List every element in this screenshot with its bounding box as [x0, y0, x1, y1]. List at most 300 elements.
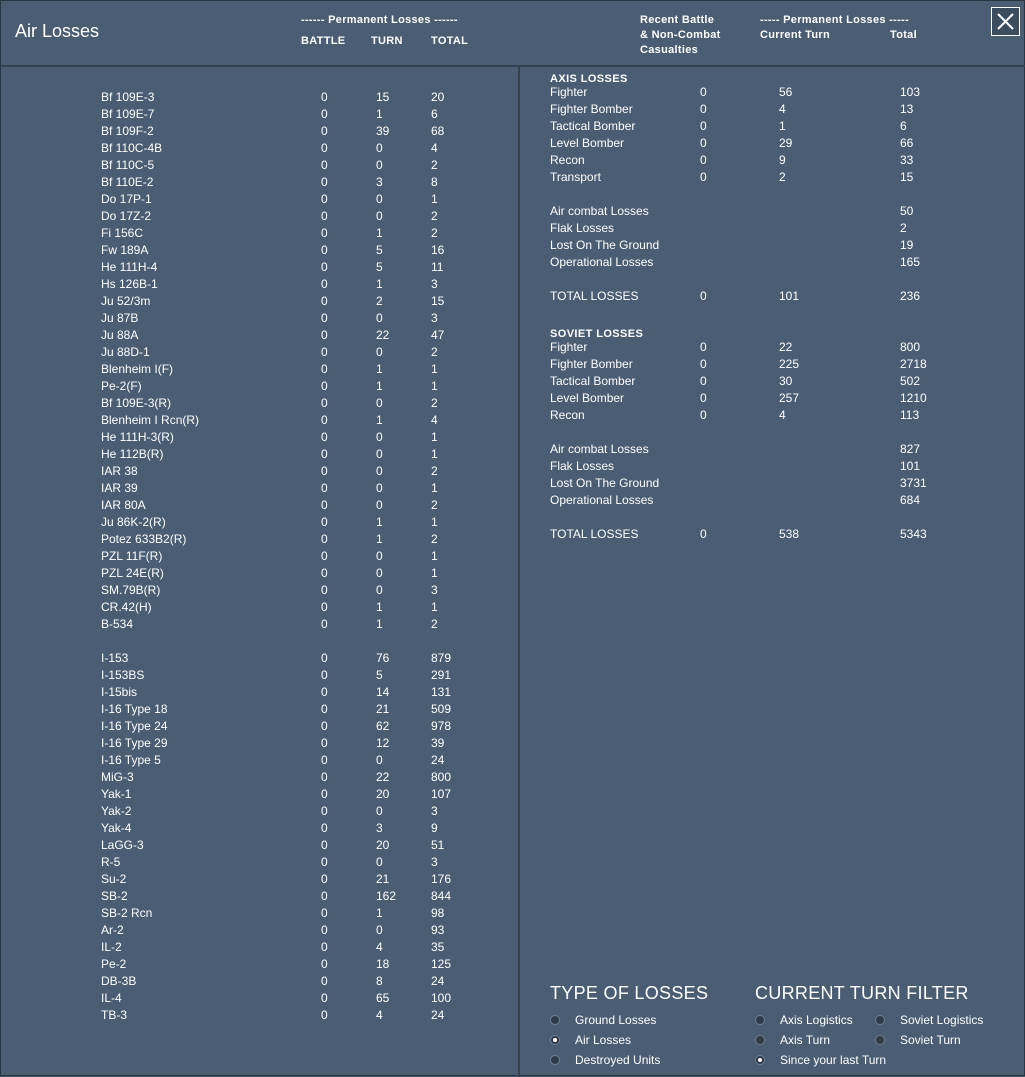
- aircraft-name: TB-3: [101, 1008, 128, 1022]
- aircraft-turn-losses: 0: [376, 141, 383, 155]
- aircraft-battle-losses: 0: [321, 889, 328, 903]
- aircraft-row: [1, 684, 518, 701]
- aircraft-turn-losses: 0: [376, 158, 383, 172]
- aircraft-total-losses: 4: [431, 141, 438, 155]
- aircraft-row: [1, 888, 518, 905]
- loss-total-value: 6: [900, 119, 907, 133]
- aircraft-battle-losses: 0: [321, 702, 328, 716]
- aircraft-name: PZL 24E(R): [101, 566, 164, 580]
- aircraft-name: IL-4: [101, 991, 122, 1005]
- aircraft-battle-losses: 0: [321, 685, 328, 699]
- aircraft-row: [1, 837, 518, 854]
- loss-cause-name: Operational Losses: [550, 493, 654, 507]
- aircraft-battle-losses: 0: [321, 515, 328, 529]
- aircraft-battle-losses: 0: [321, 396, 328, 410]
- loss-total-value: 800: [900, 340, 921, 354]
- loss-category-name: Level Bomber: [550, 136, 625, 150]
- aircraft-turn-losses: 0: [376, 583, 383, 597]
- aircraft-total-losses: 2: [431, 226, 438, 240]
- loss-cause-total: 50: [900, 204, 914, 218]
- radio-selected-icon[interactable]: [755, 1055, 765, 1065]
- loss-cause-total: 19: [900, 238, 914, 252]
- aircraft-turn-losses: 22: [376, 328, 390, 342]
- aircraft-total-losses: 3: [431, 855, 438, 869]
- aircraft-name: Bf 109F-2: [101, 124, 154, 138]
- loss-turn-value: 257: [779, 391, 800, 405]
- aircraft-total-losses: 176: [431, 872, 452, 886]
- aircraft-battle-losses: 0: [321, 549, 328, 563]
- aircraft-row: [1, 820, 518, 837]
- aircraft-row: [1, 990, 518, 1007]
- aircraft-turn-losses: 0: [376, 566, 383, 580]
- aircraft-name: Fw 189A: [101, 243, 149, 257]
- left-permanent-losses-header: ------ Permanent Losses ------: [301, 14, 458, 26]
- aircraft-battle-losses: 0: [321, 736, 328, 750]
- loss-cause-name: Air combat Losses: [550, 442, 649, 456]
- aircraft-total-losses: 291: [431, 668, 452, 682]
- aircraft-turn-losses: 4: [376, 940, 383, 954]
- aircraft-total-losses: 1: [431, 430, 438, 444]
- aircraft-total-losses: 24: [431, 1008, 445, 1022]
- aircraft-row: [1, 922, 518, 939]
- radio-label: Since your last Turn: [780, 1053, 887, 1067]
- aircraft-total-losses: 1: [431, 192, 438, 206]
- aircraft-name: Hs 126B-1: [101, 277, 158, 291]
- radio-label: Axis Turn: [780, 1033, 831, 1047]
- aircraft-name: Do 17Z-2: [101, 209, 152, 223]
- aircraft-battle-losses: 0: [321, 379, 328, 393]
- aircraft-name: Bf 109E-3: [101, 90, 155, 104]
- aircraft-turn-losses: 62: [376, 719, 390, 733]
- radio-unselected-icon[interactable]: [875, 1035, 885, 1045]
- loss-category-name: Fighter Bomber: [550, 102, 633, 116]
- aircraft-battle-losses: 0: [321, 583, 328, 597]
- loss-recent-value: 0: [700, 357, 707, 371]
- loss-category-name: Fighter: [550, 340, 588, 354]
- aircraft-total-losses: 2: [431, 617, 438, 631]
- aircraft-turn-losses: 0: [376, 311, 383, 325]
- aircraft-battle-losses: 0: [321, 328, 328, 342]
- aircraft-battle-losses: 0: [321, 991, 328, 1005]
- col-header-current-turn: Current Turn: [760, 29, 831, 41]
- aircraft-row: [1, 803, 518, 820]
- loss-total-value: 66: [900, 136, 914, 150]
- radio-label: Axis Logistics: [780, 1013, 853, 1027]
- aircraft-name: Blenheim I(F): [101, 362, 174, 376]
- aircraft-total-losses: 1: [431, 515, 438, 529]
- aircraft-battle-losses: 0: [321, 277, 328, 291]
- aircraft-name: PZL 11F(R): [101, 549, 163, 563]
- aircraft-name: Fi 156C: [101, 226, 144, 240]
- loss-category-name: Level Bomber: [550, 391, 625, 405]
- loss-cause-name: Flak Losses: [550, 459, 615, 473]
- aircraft-total-losses: 2: [431, 396, 438, 410]
- aircraft-name: IAR 39: [101, 481, 138, 495]
- aircraft-battle-losses: 0: [321, 311, 328, 325]
- aircraft-battle-losses: 0: [321, 175, 328, 189]
- loss-cause-total: 827: [900, 442, 921, 456]
- loss-category-name: Fighter Bomber: [550, 357, 633, 371]
- loss-turn-value: 101: [779, 289, 800, 303]
- radio-label: Destroyed Units: [575, 1053, 661, 1067]
- aircraft-battle-losses: 0: [321, 413, 328, 427]
- aircraft-turn-losses: 8: [376, 974, 383, 988]
- aircraft-turn-losses: 4: [376, 1008, 383, 1022]
- aircraft-turn-losses: 1: [376, 532, 383, 546]
- aircraft-battle-losses: 0: [321, 90, 328, 104]
- soviet-cause-row: [1, 492, 1021, 509]
- soviet-type-row: [1, 390, 1021, 407]
- aircraft-turn-losses: 5: [376, 668, 383, 682]
- col-header-battle: BATTLE: [301, 35, 346, 47]
- aircraft-total-losses: 1: [431, 566, 438, 580]
- radio-label: Ground Losses: [575, 1013, 657, 1027]
- aircraft-turn-losses: 0: [376, 192, 383, 206]
- aircraft-battle-losses: 0: [321, 226, 328, 240]
- aircraft-name: I-16 Type 18: [101, 702, 168, 716]
- loss-category-name: Tactical Bomber: [550, 119, 636, 133]
- soviet-losses-heading: SOVIET LOSSES: [550, 328, 644, 340]
- aircraft-name: I-15bis: [101, 685, 138, 699]
- aircraft-row: [1, 310, 518, 327]
- aircraft-turn-losses: 12: [376, 736, 390, 750]
- aircraft-battle-losses: 0: [321, 838, 328, 852]
- loss-category-name: Fighter: [550, 85, 588, 99]
- axis-type-row: [1, 135, 1021, 152]
- aircraft-total-losses: 68: [431, 124, 445, 138]
- aircraft-turn-losses: 0: [376, 430, 383, 444]
- aircraft-total-losses: 9: [431, 821, 438, 835]
- aircraft-name: IL-2: [101, 940, 122, 954]
- radio-label: Soviet Logistics: [900, 1013, 984, 1027]
- aircraft-total-losses: 11: [431, 260, 444, 274]
- aircraft-name: I-153BS: [101, 668, 145, 682]
- recent-battle-header-line1: Recent Battle: [640, 14, 715, 26]
- soviet-type-row: [1, 407, 1021, 424]
- aircraft-turn-losses: 0: [376, 549, 383, 563]
- aircraft-turn-losses: 1: [376, 107, 383, 121]
- soviet-cause-row: [1, 458, 1021, 475]
- aircraft-total-losses: 2: [431, 464, 438, 478]
- soviet-type-row: [1, 356, 1021, 373]
- aircraft-total-losses: 978: [431, 719, 452, 733]
- radio-unselected-icon[interactable]: [550, 1015, 560, 1025]
- aircraft-total-losses: 3: [431, 804, 438, 818]
- aircraft-name: B-534: [101, 617, 134, 631]
- aircraft-turn-losses: 0: [376, 447, 383, 461]
- loss-total-value: 13: [900, 102, 914, 116]
- window-title: Air Losses: [15, 21, 100, 41]
- aircraft-battle-losses: 0: [321, 719, 328, 733]
- axis-type-row: [1, 152, 1021, 169]
- aircraft-total-losses: 125: [431, 957, 452, 971]
- aircraft-turn-losses: 0: [376, 498, 383, 512]
- aircraft-total-losses: 39: [431, 736, 445, 750]
- aircraft-total-losses: 1: [431, 549, 438, 563]
- loss-total-value: 5343: [900, 527, 927, 541]
- type-of-losses-heading: TYPE OF LOSSES: [550, 983, 709, 1003]
- aircraft-name: IAR 38: [101, 464, 138, 478]
- aircraft-total-losses: 8: [431, 175, 438, 189]
- aircraft-name: DB-3B: [101, 974, 137, 988]
- aircraft-turn-losses: 1: [376, 379, 383, 393]
- aircraft-total-losses: 1: [431, 379, 438, 393]
- aircraft-battle-losses: 0: [321, 668, 328, 682]
- aircraft-row: [1, 752, 518, 769]
- loss-total-value: 33: [900, 153, 914, 167]
- aircraft-battle-losses: 0: [321, 804, 328, 818]
- aircraft-turn-losses: 0: [376, 855, 383, 869]
- aircraft-row: [1, 871, 518, 888]
- aircraft-name: Ju 87B: [101, 311, 139, 325]
- loss-cause-name: Lost On The Ground: [550, 476, 660, 490]
- loss-category-name: Tactical Bomber: [550, 374, 636, 388]
- loss-recent-value: 0: [700, 374, 707, 388]
- aircraft-battle-losses: 0: [321, 481, 328, 495]
- aircraft-row: [1, 650, 518, 667]
- loss-total-value: 1210: [900, 391, 927, 405]
- aircraft-battle-losses: 0: [321, 1008, 328, 1022]
- loss-turn-value: 56: [779, 85, 793, 99]
- aircraft-total-losses: 3: [431, 277, 438, 291]
- aircraft-turn-losses: 0: [376, 345, 383, 359]
- aircraft-battle-losses: 0: [321, 158, 328, 172]
- aircraft-total-losses: 100: [431, 991, 452, 1005]
- aircraft-battle-losses: 0: [321, 974, 328, 988]
- aircraft-row: [1, 735, 518, 752]
- aircraft-total-losses: 15: [431, 294, 445, 308]
- aircraft-battle-losses: 0: [321, 821, 328, 835]
- col-header-turn: TURN: [371, 35, 403, 47]
- loss-category-name: Recon: [550, 153, 585, 167]
- soviet-cause-row: [1, 441, 1021, 458]
- aircraft-row: [1, 701, 518, 718]
- aircraft-total-losses: 800: [431, 770, 452, 784]
- aircraft-turn-losses: 3: [376, 175, 383, 189]
- aircraft-turn-losses: 0: [376, 464, 383, 478]
- loss-turn-value: 2: [779, 170, 786, 184]
- aircraft-name: Bf 109E-7: [101, 107, 155, 121]
- loss-cause-total: 101: [900, 459, 921, 473]
- aircraft-turn-losses: 76: [376, 651, 390, 665]
- loss-total-value: 502: [900, 374, 921, 388]
- aircraft-total-losses: 844: [431, 889, 452, 903]
- axis-type-row: [1, 169, 1021, 186]
- aircraft-row: [1, 905, 518, 922]
- radio-selected-icon[interactable]: [550, 1035, 560, 1045]
- aircraft-name: Su-2: [101, 872, 127, 886]
- aircraft-total-losses: 2: [431, 532, 438, 546]
- soviet-type-row: [1, 339, 1021, 356]
- aircraft-turn-losses: 14: [376, 685, 390, 699]
- aircraft-turn-losses: 65: [376, 991, 390, 1005]
- aircraft-turn-losses: 22: [376, 770, 390, 784]
- current-turn-filter-heading: CURRENT TURN FILTER: [755, 983, 969, 1003]
- aircraft-turn-losses: 1: [376, 600, 383, 614]
- aircraft-battle-losses: 0: [321, 532, 328, 546]
- loss-cause-name: Air combat Losses: [550, 204, 649, 218]
- aircraft-total-losses: 509: [431, 702, 452, 716]
- aircraft-battle-losses: 0: [321, 923, 328, 937]
- aircraft-battle-losses: 0: [321, 617, 328, 631]
- loss-recent-value: 0: [700, 527, 707, 541]
- aircraft-name: LaGG-3: [101, 838, 144, 852]
- aircraft-turn-losses: 20: [376, 787, 390, 801]
- loss-recent-value: 0: [700, 289, 707, 303]
- aircraft-turn-losses: 0: [376, 923, 383, 937]
- aircraft-name: I-16 Type 5: [101, 753, 161, 767]
- radio-unselected-icon[interactable]: [755, 1015, 765, 1025]
- aircraft-battle-losses: 0: [321, 345, 328, 359]
- aircraft-turn-losses: 1: [376, 515, 383, 529]
- loss-cause-total: 3731: [900, 476, 927, 490]
- loss-turn-value: 1: [779, 119, 786, 133]
- aircraft-battle-losses: 0: [321, 294, 328, 308]
- aircraft-name: SM.79B(R): [101, 583, 161, 597]
- aircraft-turn-losses: 1: [376, 413, 383, 427]
- aircraft-total-losses: 47: [431, 328, 445, 342]
- aircraft-name: MiG-3: [101, 770, 134, 784]
- aircraft-turn-losses: 1: [376, 362, 383, 376]
- aircraft-name: He 111H-3(R): [101, 430, 174, 444]
- aircraft-battle-losses: 0: [321, 141, 328, 155]
- aircraft-row: [1, 769, 518, 786]
- loss-recent-value: 0: [700, 85, 707, 99]
- close-button[interactable]: [991, 7, 1020, 36]
- loss-turn-value: 225: [779, 357, 800, 371]
- loss-recent-value: 0: [700, 153, 707, 167]
- axis-type-row: [1, 84, 1021, 101]
- aircraft-name: Yak-2: [101, 804, 132, 818]
- aircraft-name: IAR 80A: [101, 498, 146, 512]
- aircraft-name: Bf 110C-5: [101, 158, 155, 172]
- aircraft-turn-losses: 162: [376, 889, 397, 903]
- aircraft-turn-losses: 15: [376, 90, 390, 104]
- loss-turn-value: 22: [779, 340, 793, 354]
- soviet-type-row: [1, 373, 1021, 390]
- loss-cause-total: 165: [900, 255, 921, 269]
- aircraft-row: [1, 786, 518, 803]
- aircraft-row: [1, 565, 518, 582]
- aircraft-total-losses: 93: [431, 923, 445, 937]
- aircraft-name: Bf 110E-2: [101, 175, 154, 189]
- aircraft-battle-losses: 0: [321, 940, 328, 954]
- aircraft-total-losses: 3: [431, 583, 438, 597]
- aircraft-turn-losses: 20: [376, 838, 390, 852]
- aircraft-name: He 112B(R): [101, 447, 164, 461]
- aircraft-name: R-5: [101, 855, 121, 869]
- loss-category-name: Transport: [550, 170, 601, 184]
- aircraft-battle-losses: 0: [321, 957, 328, 971]
- right-permanent-losses-header: ----- Permanent Losses -----: [760, 14, 909, 26]
- aircraft-total-losses: 51: [431, 838, 445, 852]
- aircraft-name: Yak-4: [101, 821, 132, 835]
- aircraft-name: I-16 Type 29: [101, 736, 168, 750]
- aircraft-turn-losses: 5: [376, 260, 383, 274]
- aircraft-battle-losses: 0: [321, 855, 328, 869]
- loss-cause-total: 2: [900, 221, 907, 235]
- aircraft-name: Ju 88A: [101, 328, 139, 342]
- aircraft-turn-losses: 21: [376, 702, 390, 716]
- aircraft-total-losses: 4: [431, 413, 438, 427]
- aircraft-total-losses: 20: [431, 90, 445, 104]
- axis-cause-row: [1, 220, 1021, 237]
- aircraft-name: SB-2: [101, 889, 128, 903]
- loss-category-name: TOTAL LOSSES: [550, 289, 639, 303]
- aircraft-turn-losses: 1: [376, 617, 383, 631]
- aircraft-total-losses: 1: [431, 600, 438, 614]
- aircraft-battle-losses: 0: [321, 107, 328, 121]
- aircraft-turn-losses: 0: [376, 396, 383, 410]
- recent-battle-header-line2: & Non-Combat: [640, 29, 721, 41]
- aircraft-battle-losses: 0: [321, 430, 328, 444]
- aircraft-row: [1, 599, 518, 616]
- loss-recent-value: 0: [700, 391, 707, 405]
- soviet-cause-row: [1, 475, 1021, 492]
- loss-recent-value: 0: [700, 170, 707, 184]
- loss-cause-name: Lost On The Ground: [550, 238, 660, 252]
- aircraft-name: He 111H-4: [101, 260, 158, 274]
- loss-recent-value: 0: [700, 119, 707, 133]
- aircraft-total-losses: 2: [431, 209, 438, 223]
- aircraft-turn-losses: 0: [376, 804, 383, 818]
- loss-turn-value: 30: [779, 374, 793, 388]
- loss-recent-value: 0: [700, 136, 707, 150]
- axis-cause-row: [1, 237, 1021, 254]
- loss-recent-value: 0: [700, 102, 707, 116]
- radio-unselected-icon[interactable]: [550, 1055, 560, 1065]
- aircraft-row: [1, 667, 518, 684]
- aircraft-turn-losses: 2: [376, 294, 383, 308]
- radio-unselected-icon[interactable]: [875, 1015, 885, 1025]
- loss-turn-value: 4: [779, 408, 786, 422]
- loss-recent-value: 0: [700, 408, 707, 422]
- aircraft-battle-losses: 0: [321, 600, 328, 614]
- aircraft-row: [1, 854, 518, 871]
- axis-cause-row: [1, 203, 1021, 220]
- loss-recent-value: 0: [700, 340, 707, 354]
- aircraft-total-losses: 879: [431, 651, 452, 665]
- radio-unselected-icon[interactable]: [755, 1035, 765, 1045]
- radio-label: Soviet Turn: [900, 1033, 961, 1047]
- aircraft-name: CR.42(H): [101, 600, 152, 614]
- aircraft-name: Ju 86K-2(R): [101, 515, 166, 529]
- soviet-total-losses-row: [1, 526, 1021, 543]
- aircraft-total-losses: 107: [431, 787, 452, 801]
- aircraft-name: Blenheim I Rcn(R): [101, 413, 200, 427]
- aircraft-battle-losses: 0: [321, 362, 328, 376]
- aircraft-row: [1, 582, 518, 599]
- aircraft-turn-losses: 1: [376, 906, 383, 920]
- loss-turn-value: 538: [779, 527, 800, 541]
- loss-turn-value: 29: [779, 136, 793, 150]
- aircraft-battle-losses: 0: [321, 498, 328, 512]
- aircraft-battle-losses: 0: [321, 192, 328, 206]
- aircraft-total-losses: 1: [431, 362, 438, 376]
- aircraft-row: [1, 718, 518, 735]
- loss-turn-value: 4: [779, 102, 786, 116]
- aircraft-turn-losses: 0: [376, 481, 383, 495]
- header-divider: [1, 65, 1025, 67]
- aircraft-battle-losses: 0: [321, 566, 328, 580]
- aircraft-name: Do 17P-1: [101, 192, 152, 206]
- aircraft-battle-losses: 0: [321, 124, 328, 138]
- aircraft-name: Bf 109E-3(R): [101, 396, 172, 410]
- aircraft-total-losses: 1: [431, 447, 438, 461]
- col-header-total: TOTAL: [431, 35, 469, 47]
- aircraft-total-losses: 24: [431, 974, 445, 988]
- aircraft-total-losses: 2: [431, 345, 438, 359]
